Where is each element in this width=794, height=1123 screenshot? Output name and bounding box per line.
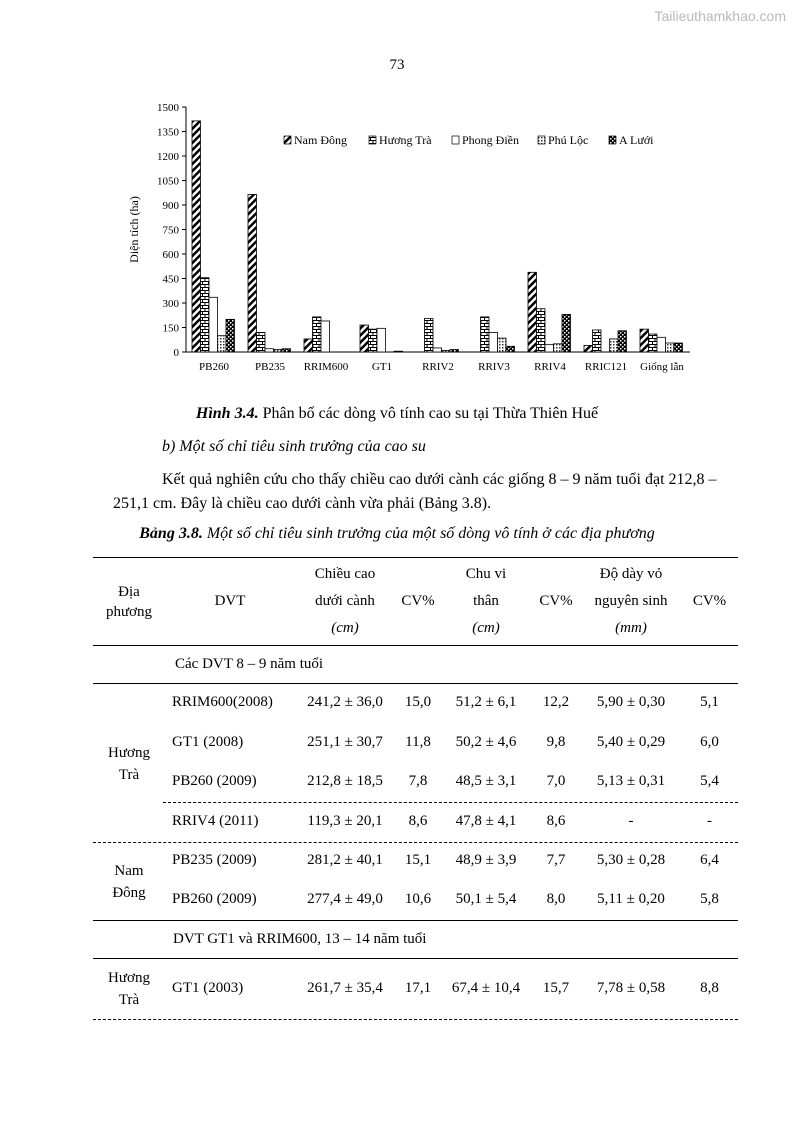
bar (360, 325, 369, 352)
header-cv1: CV% (401, 593, 435, 609)
bar (674, 343, 683, 352)
legend-label: A Lưới (619, 133, 654, 147)
bar (481, 317, 490, 352)
cell-cv3: 5,8 (700, 891, 719, 907)
row-divider (93, 842, 738, 843)
bar (282, 349, 291, 352)
header-location (93, 582, 165, 622)
legend-swatch (452, 136, 459, 144)
cell-girth: 47,8 ± 4,1 (455, 813, 517, 829)
bar (584, 345, 593, 352)
bar (257, 332, 266, 352)
cell-bark: 5,40 ± 0,29 (596, 734, 666, 750)
cell-cv2: 8,6 (546, 813, 566, 829)
header-bark-unit: (mm) (615, 620, 647, 636)
header-height (295, 561, 395, 642)
y-tick-label: 600 (162, 249, 179, 261)
bar (433, 348, 442, 352)
bar (313, 317, 322, 352)
cell-bark: 5,30 ± 0,28 (596, 852, 666, 868)
bar (528, 272, 537, 352)
x-tick-label: RRIV2 (422, 361, 454, 373)
y-tick-label: 900 (162, 200, 179, 212)
figure-label: Hình 3.4. (195, 405, 259, 422)
legend-swatch (369, 136, 376, 144)
header-bottom-rule (93, 645, 738, 646)
cell-cv3: 8,8 (700, 980, 719, 996)
bar (649, 334, 658, 352)
cell-height: 261,7 ± 35,4 (307, 980, 383, 996)
y-tick-label: 750 (162, 224, 179, 237)
bar (640, 329, 649, 352)
cell-dvt: PB260 (2009) (172, 773, 257, 789)
bar (554, 344, 563, 352)
cell-dvt: GT1 (2003) (172, 980, 244, 996)
legend-label: Hương Trà (379, 133, 432, 147)
cell-bark: 7,78 ± 0,58 (596, 980, 666, 996)
watermark: Tailieuthamkhao.com (654, 8, 786, 24)
cell-cv3: 5,4 (700, 773, 719, 789)
location-huong-tra (93, 742, 165, 786)
legend-label: Phú Lộc (548, 133, 589, 147)
header-height-line2: dưới cành (315, 593, 375, 609)
header-girth (441, 561, 531, 642)
x-tick-label: RRIM600 (303, 361, 349, 373)
cell-girth: 67,4 ± 10,4 (451, 980, 521, 996)
header-dvt: DVT (214, 593, 246, 609)
table-top-rule (93, 557, 738, 558)
bar (274, 350, 283, 352)
bar (201, 278, 210, 352)
legend-swatch (609, 136, 616, 144)
cell-cv2: 8,0 (546, 891, 566, 907)
header-location-line2: phương (105, 604, 153, 620)
bar (248, 194, 257, 352)
cell-girth: 48,5 ± 3,1 (455, 773, 517, 789)
x-tick-label: Giống lẫn (640, 361, 684, 373)
cell-cv1: 15,1 (404, 852, 432, 868)
location-line2: Đông (112, 885, 146, 901)
figure-caption (0, 405, 794, 423)
cell-cv3: 6,0 (700, 734, 719, 750)
bar (545, 345, 554, 352)
legend-label: Phong Điền (462, 133, 519, 147)
bar (489, 332, 498, 352)
header-girth-unit: (cm) (472, 620, 500, 636)
cell-height: 212,8 ± 18,5 (307, 773, 383, 789)
location-line1: Hương (108, 970, 150, 986)
x-tick-label: PB260 (199, 361, 229, 373)
cell-cv1: 17,1 (404, 980, 432, 996)
bar (537, 309, 546, 352)
cell-bark: 5,11 ± 0,20 (597, 891, 665, 907)
cell-cv1: 11,8 (405, 734, 431, 750)
bar (209, 297, 218, 352)
bar (666, 343, 675, 352)
cell-height: 251,1 ± 30,7 (307, 734, 383, 750)
header-height-unit: (cm) (331, 620, 359, 636)
table-bottom-rule (93, 1019, 738, 1020)
table-caption-text: Một số chỉ tiêu sinh trưởng của một số dòng vô tính ở các địa phương (202, 525, 655, 542)
bar (657, 337, 666, 352)
header-cv2: CV% (539, 593, 573, 609)
y-tick-label: 1500 (157, 102, 179, 114)
cell-dvt: RRIV4 (2011) (172, 813, 259, 829)
cell-girth: 50,1 ± 5,4 (455, 891, 517, 907)
y-tick-label: 150 (162, 322, 179, 335)
y-tick-label: 0 (173, 347, 179, 359)
x-tick-label: RRIV4 (534, 361, 566, 373)
cell-girth: 51,2 ± 6,1 (455, 694, 517, 710)
cell-height: 277,4 ± 49,0 (307, 891, 383, 907)
header-girth-line2: thân (473, 593, 499, 609)
cell-height: 281,2 ± 40,1 (307, 852, 383, 868)
cell-cv3: - (707, 813, 712, 829)
y-tick-label: 1350 (157, 126, 179, 139)
bar (304, 339, 313, 352)
bar (192, 121, 201, 352)
group-title: DVT GT1 và RRIM600, 13 – 14 năm tuổi (173, 931, 427, 947)
figure-text: Phân bố các dòng vô tính cao su tại Thừa Thiên Huế (258, 405, 599, 422)
group-rule (93, 683, 738, 684)
location-line2: Trà (118, 992, 140, 1008)
legend-swatch (538, 136, 545, 144)
table-label: Bảng 3.8. (139, 525, 203, 542)
cell-dvt: PB235 (2009) (172, 852, 257, 868)
bar (218, 336, 227, 352)
table-caption (0, 525, 794, 543)
cell-cv2: 7,7 (546, 852, 566, 868)
y-tick-label: 1050 (157, 175, 179, 188)
cell-dvt: PB260 (2009) (172, 891, 257, 907)
location-huong-tra-2 (93, 967, 165, 1011)
bar (377, 328, 386, 352)
legend-swatch (284, 136, 291, 144)
bar (498, 338, 507, 352)
bar (593, 330, 602, 352)
cell-dvt: RRIM600(2008) (172, 694, 273, 710)
cell-cv3: 6,4 (700, 852, 719, 868)
header-location-line1: Địa (118, 584, 140, 600)
cell-cv1: 8,6 (408, 813, 428, 829)
header-girth-line1: Chu vi (465, 566, 507, 582)
cell-girth: 48,9 ± 3,9 (455, 852, 517, 868)
x-tick-label: RRIC121 (584, 361, 628, 373)
y-tick-label: 450 (162, 273, 179, 286)
cell-cv1: 7,8 (408, 773, 428, 789)
chart-bars (192, 121, 683, 352)
cell-height: 241,2 ± 36,0 (307, 694, 383, 710)
cell-bark: 5,13 ± 0,31 (596, 773, 666, 789)
y-tick-label: 300 (162, 298, 179, 310)
location-nam-dong (93, 860, 165, 904)
bar (618, 331, 627, 352)
bar (442, 350, 451, 352)
bar (610, 339, 619, 352)
y-tick-label: 1200 (157, 151, 179, 163)
header-cv3: CV% (692, 593, 727, 609)
bar (369, 329, 378, 352)
x-tick-label: PB235 (255, 361, 285, 373)
chart-legend (284, 133, 654, 147)
cell-dvt: GT1 (2008) (172, 734, 244, 750)
paragraph-text: Kết quả nghiên cứu cho thấy chiều cao dưới cành các giống 8 – 9 năm tuổi đạt 212,8 – 251,1 cm. Đây là chiều cao dưới cành vừa phải (Bảng 3.8). (113, 471, 717, 512)
cell-cv2: 12,2 (542, 694, 570, 710)
cell-bark: - (628, 813, 634, 829)
header-bark (581, 561, 681, 642)
cell-height: 119,3 ± 20,1 (307, 813, 383, 829)
cell-cv2: 9,8 (546, 734, 566, 750)
location-line2: Trà (118, 767, 140, 783)
body-paragraph (113, 468, 733, 516)
bar (506, 346, 515, 352)
cell-cv1: 10,6 (404, 891, 432, 907)
header-height-line1: Chiều cao (314, 566, 376, 582)
bar (265, 349, 274, 352)
group-rule (93, 920, 738, 921)
bar (321, 321, 330, 352)
page-number: 73 (389, 57, 405, 73)
row-divider (163, 802, 738, 803)
bar (450, 350, 459, 352)
cell-cv1: 15,0 (404, 694, 432, 710)
bar (425, 319, 434, 352)
header-bark-line1: Độ dày vỏ (599, 566, 663, 582)
cell-cv3: 5,1 (700, 694, 719, 710)
location-line1: Nam (114, 863, 144, 879)
section-heading: b) Một số chỉ tiêu sinh trưởng của cao su (162, 438, 426, 455)
x-tick-label: GT1 (371, 361, 393, 373)
bar (226, 319, 235, 352)
group-title: Các DVT 8 – 9 năm tuổi (175, 656, 324, 672)
y-axis-title: Diện tích (ha) (127, 196, 141, 263)
location-line1: Hương (108, 745, 150, 761)
bar-chart (100, 92, 700, 382)
group-rule (93, 958, 738, 959)
cell-bark: 5,90 ± 0,30 (596, 694, 666, 710)
bar (394, 351, 403, 352)
cell-cv2: 7,0 (546, 773, 566, 789)
cell-cv2: 15,7 (542, 980, 570, 996)
cell-girth: 50,2 ± 4,6 (455, 734, 517, 750)
x-tick-label: RRIV3 (478, 361, 510, 373)
header-bark-line2: nguyên sinh (594, 593, 668, 609)
legend-label: Nam Đông (294, 133, 347, 147)
bar (562, 314, 571, 352)
